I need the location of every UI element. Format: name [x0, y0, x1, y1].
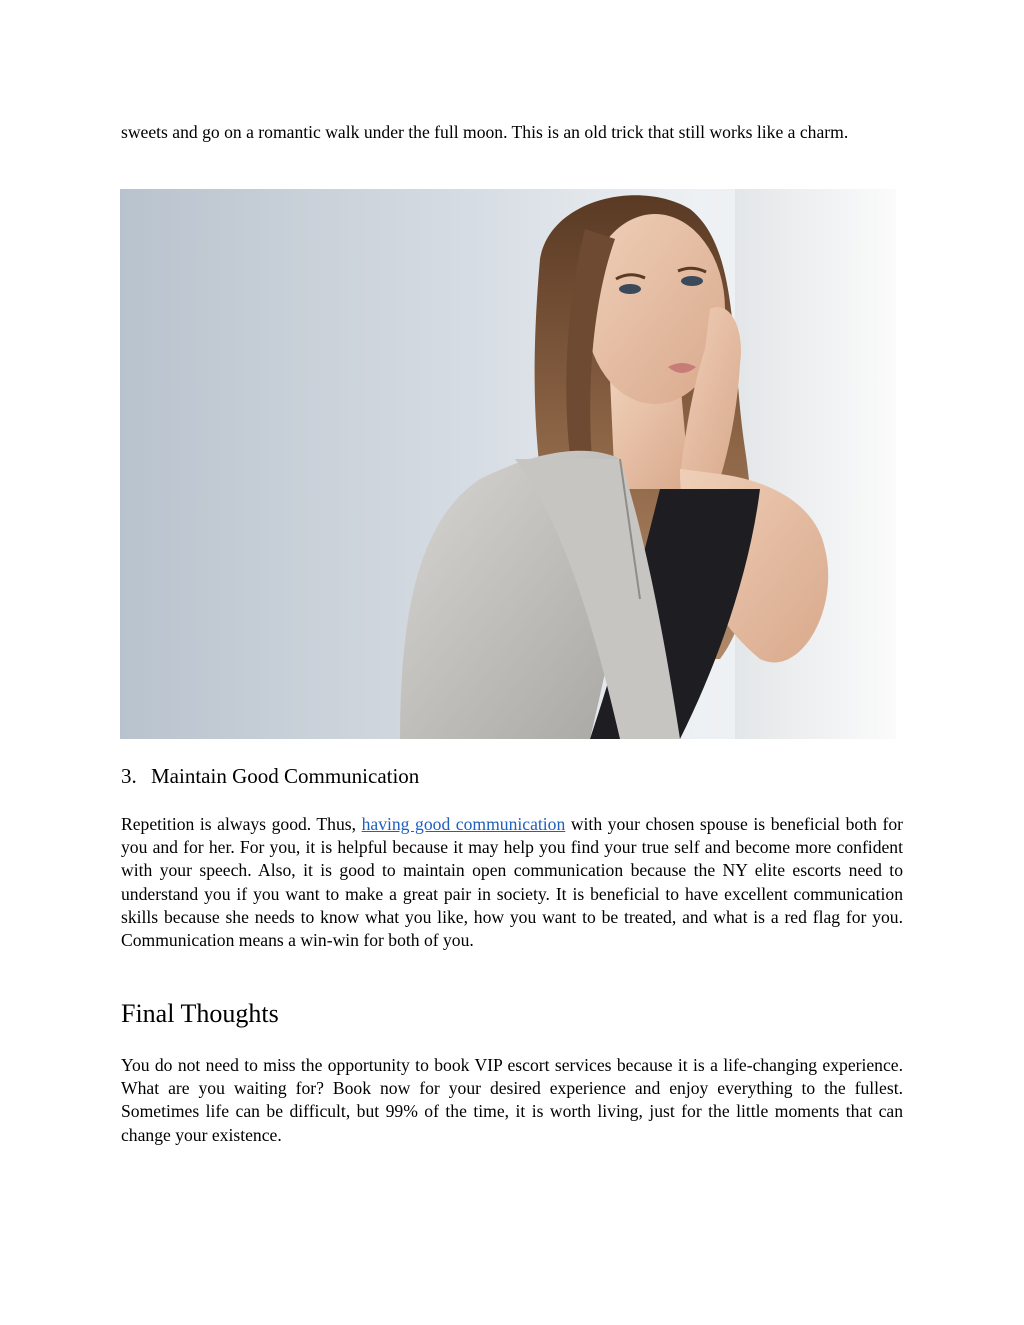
communication-paragraph [121, 813, 903, 952]
final-thoughts-heading: Final Thoughts [121, 999, 279, 1028]
paragraph-text-end: with your chosen spouse is beneficial both for you and for her. For you, it is helpful because it may help you find your true self and become more confident with your speech. Also, it is good to maintain open communication because the NY elite escorts need to understand you if you want to make a great pair in society. It is beneficial to have excellent communication skills because she needs to know what you like, how you want to be treated, and what is a red flag for you. Communication means a win-win for both of you. [121, 814, 903, 951]
final-thoughts-paragraph: You do not need to miss the opportunity to book VIP escort services because it is a life-changing experience. What are you waiting for? Book now for your desired experience and enjoy everything to the fullest. Sometimes life can be difficult, but 99% of the time, it is worth living, just for the little moments that can change your existence. [121, 1055, 903, 1145]
section-title: Maintain Good Communication [151, 764, 420, 788]
having-good-communication-link[interactable]: having good communication [361, 814, 566, 834]
section-heading-communication [121, 762, 419, 790]
woman-photo [120, 189, 896, 739]
list-number: 3. [121, 764, 137, 788]
paragraph-text-start: Repetition is always good. Thus, [121, 814, 362, 834]
intro-paragraph: sweets and go on a romantic walk under the full moon. This is an old trick that still works like a charm. [121, 122, 849, 142]
